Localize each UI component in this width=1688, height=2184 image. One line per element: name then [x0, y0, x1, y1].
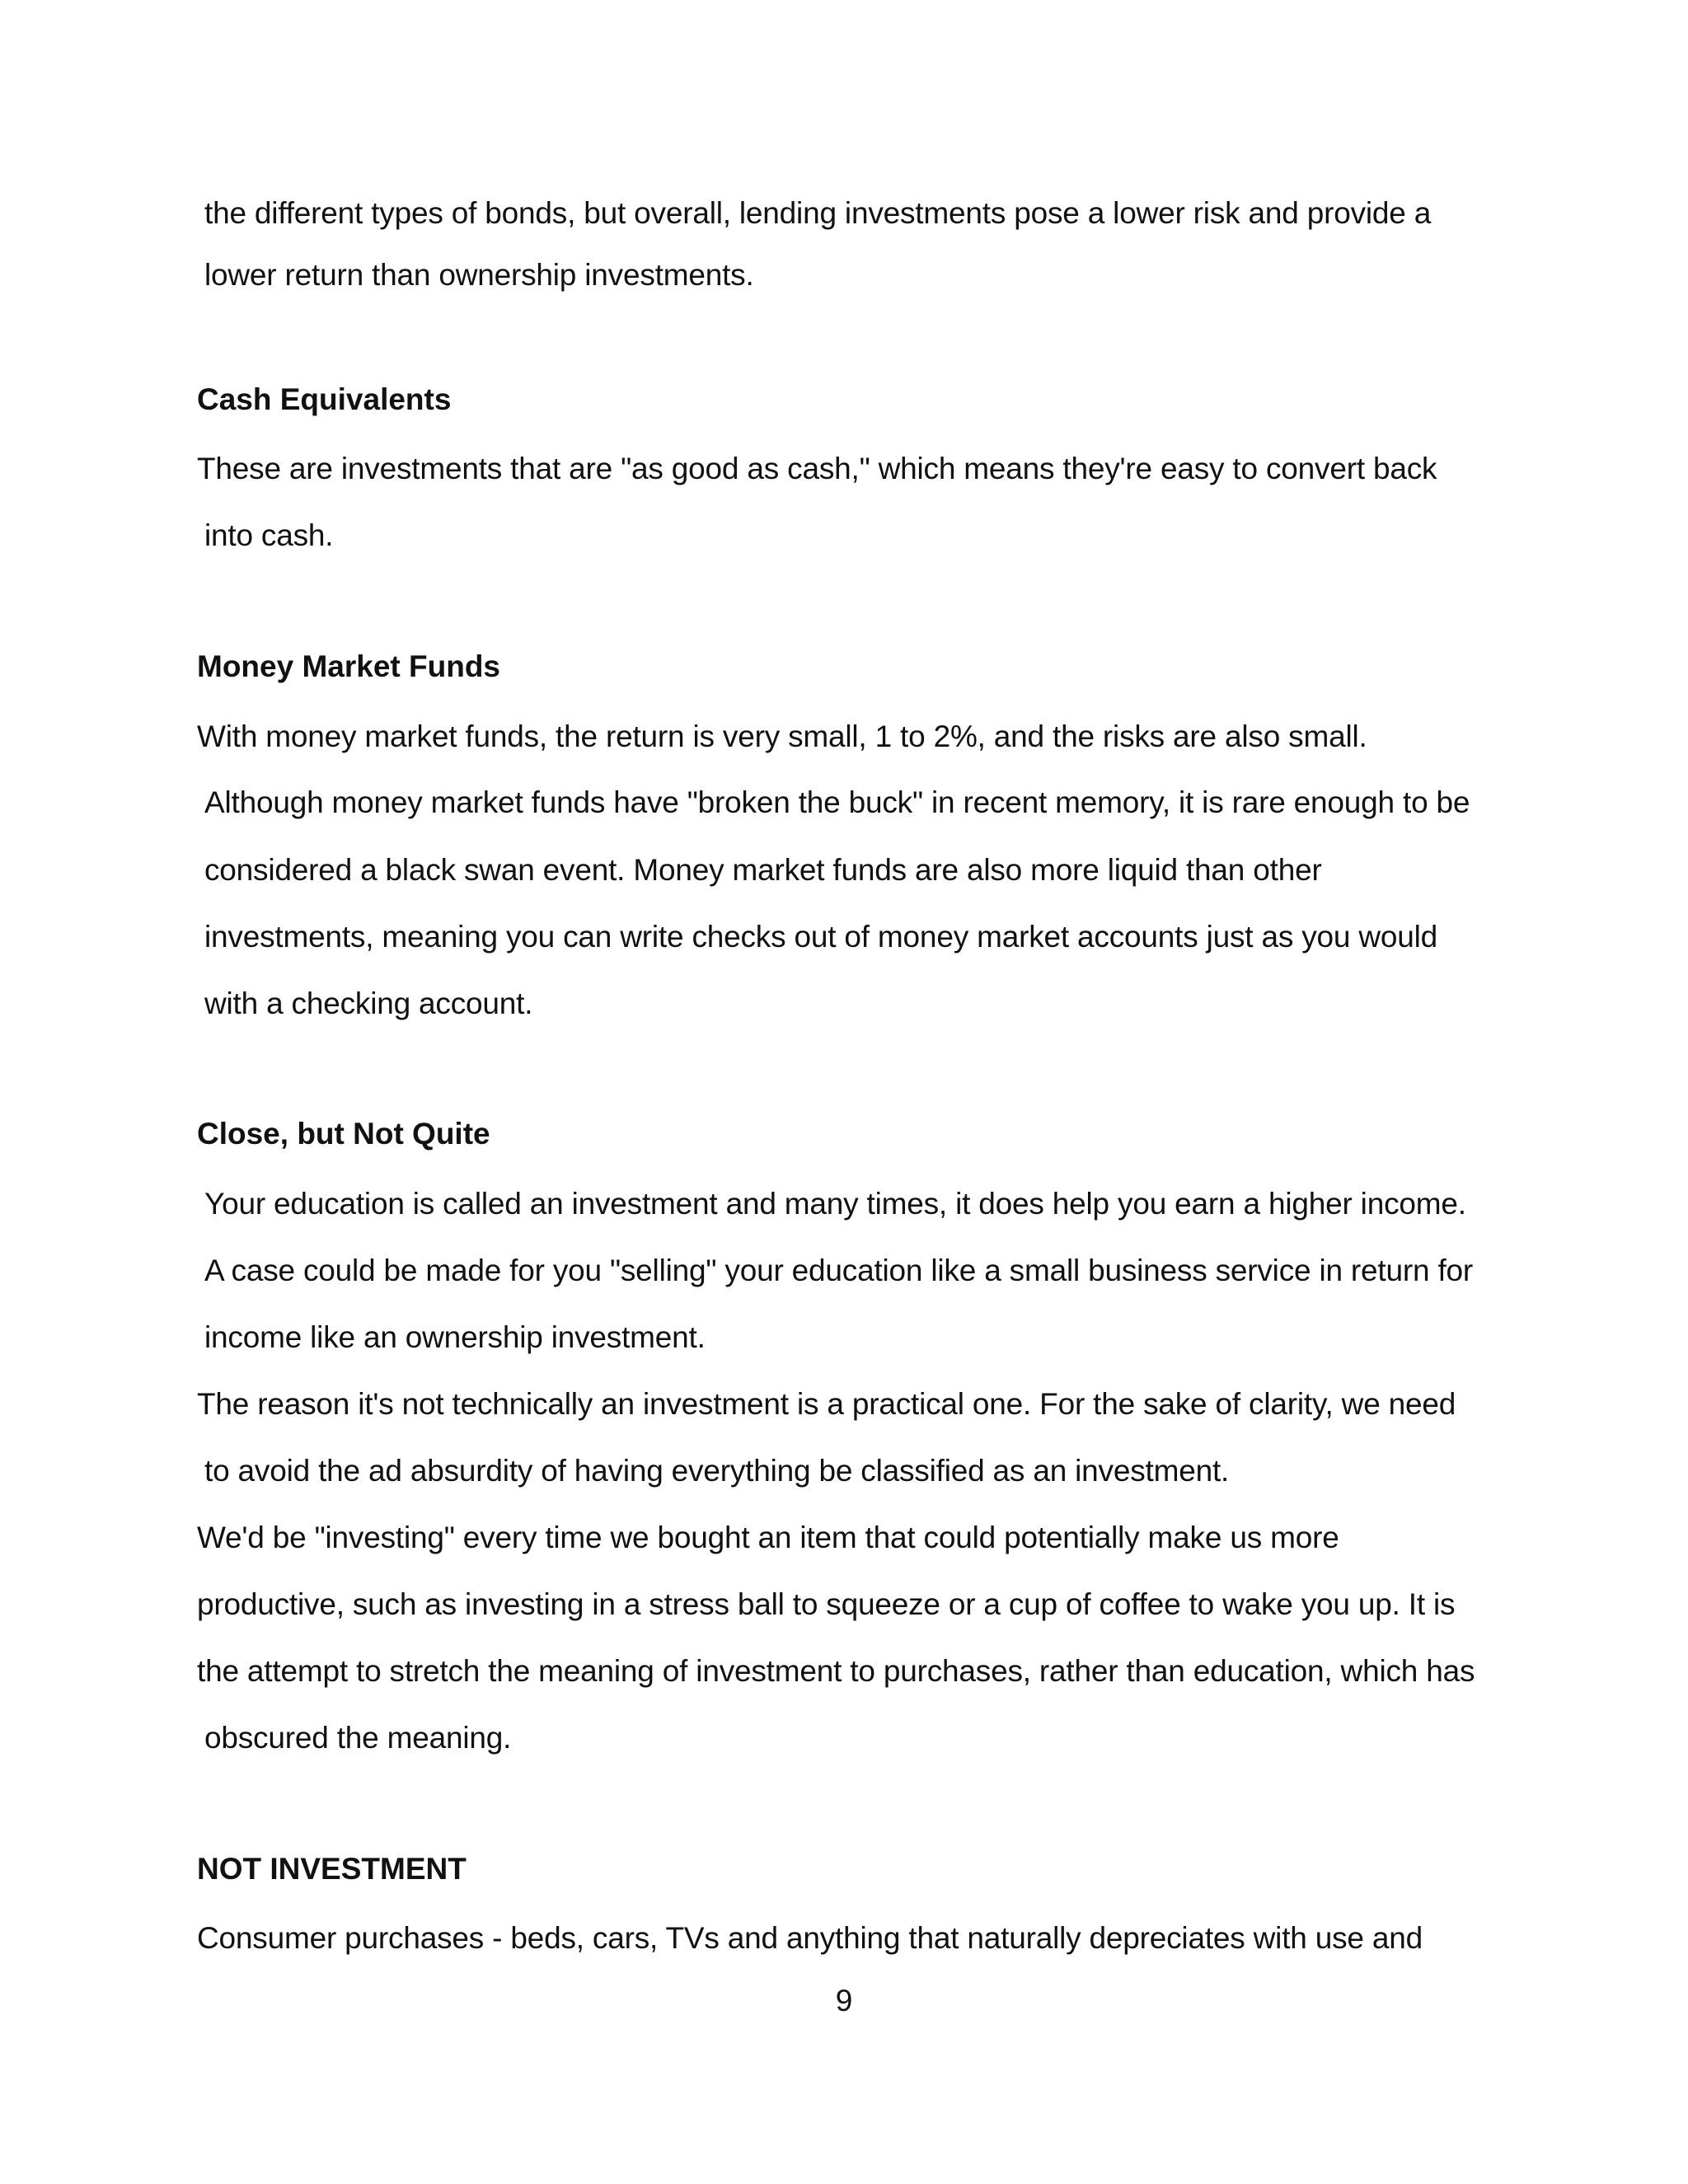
- close-not-quite-line-6: We'd be "investing" every time we bought an item that could potentially make us more: [197, 1521, 1339, 1554]
- close-not-quite-line-1: Your education is called an investment and many times, it does help you earn a higher income.: [204, 1187, 1466, 1221]
- money-market-line-2: Although money market funds have "broken the buck" in recent memory, it is rare enough to be: [204, 785, 1470, 819]
- close-not-quite-line-2: A case could be made for you "selling" your education like a small business service in return for: [204, 1254, 1474, 1287]
- close-not-quite-line-9: obscured the meaning.: [204, 1721, 512, 1755]
- cash-equivalents-heading: Cash Equivalents: [197, 382, 452, 416]
- cash-equivalents-line-2: into cash.: [204, 518, 334, 552]
- close-not-quite-line-3: income like an ownership investment.: [204, 1320, 706, 1354]
- page-number: 9: [835, 1984, 853, 2018]
- close-not-quite-line-8: the attempt to stretch the meaning of investment to purchases, rather than education, which has: [197, 1654, 1475, 1688]
- intro-line-1: the different types of bonds, but overall, lending investments pose a lower risk and provide a: [204, 196, 1432, 230]
- money-market-line-4: investments, meaning you can write checks out of money market accounts just as you would: [204, 920, 1438, 954]
- close-not-quite-line-5: to avoid the ad absurdity of having everything be classified as an investment.: [204, 1454, 1230, 1488]
- money-market-line-3: considered a black swan event. Money market funds are also more liquid than other: [204, 853, 1322, 887]
- money-market-line-1: With money market funds, the return is very small, 1 to 2%, and the risks are also small.: [197, 719, 1367, 753]
- close-not-quite-line-4: The reason it's not technically an investment is a practical one. For the sake of clarity, we need: [197, 1387, 1456, 1421]
- cash-equivalents-line-1: These are investments that are "as good as cash," which means they're easy to convert back: [197, 452, 1437, 485]
- intro-line-2: lower return than ownership investments.: [204, 258, 754, 292]
- money-market-line-5: with a checking account.: [204, 987, 533, 1020]
- close-not-quite-line-7: productive, such as investing in a stress ball to squeeze or a cup of coffee to wake you up. It is: [197, 1587, 1456, 1621]
- money-market-heading: Money Market Funds: [197, 649, 500, 683]
- not-investment-heading: NOT INVESTMENT: [197, 1852, 467, 1886]
- not-investment-line-1: Consumer purchases - beds, cars, TVs and anything that naturally depreciates with use and: [197, 1921, 1423, 1955]
- close-not-quite-heading: Close, but Not Quite: [197, 1117, 490, 1151]
